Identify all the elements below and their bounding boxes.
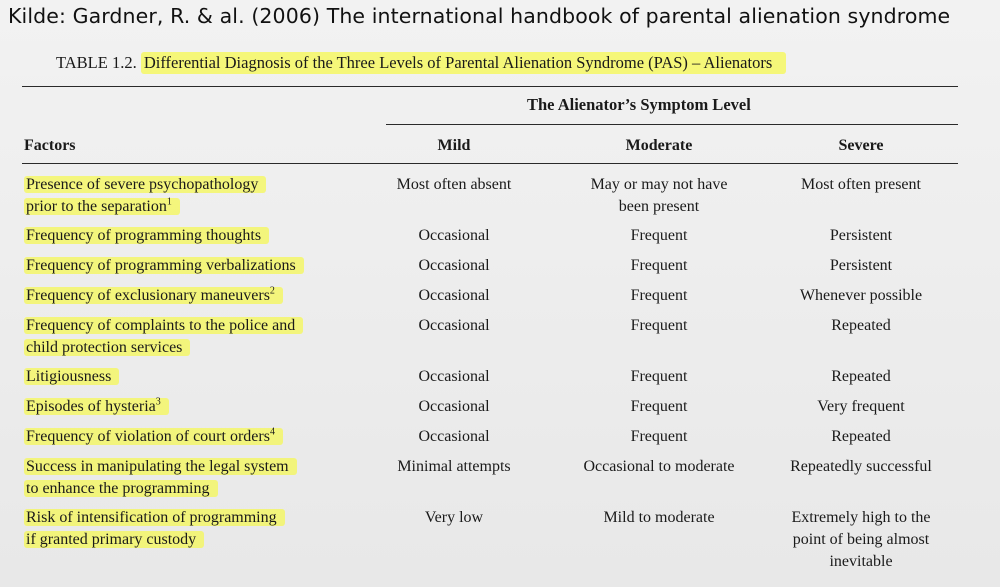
severe-cell: Repeated — [831, 428, 891, 445]
top-rule — [22, 86, 958, 87]
factor-cell — [24, 315, 303, 359]
moderate-cell: Mild to moderate — [603, 509, 715, 526]
factor-text: Frequency of programming thoughts — [24, 227, 269, 244]
table-caption — [56, 53, 786, 73]
factor-text: Frequency of violation of court orders$^4$ — [24, 428, 283, 445]
factor-text: Frequency of complaints to the police and — [24, 317, 303, 334]
moderate-cell: Frequent — [630, 428, 688, 445]
footnote-marker: 4 — [269, 426, 275, 438]
moderate-cell: Frequent — [630, 257, 688, 274]
factor-text: prior to the separation$^1$ — [24, 198, 180, 215]
severe-cell: Extremely high to the point of being almost inevitable — [791, 509, 931, 570]
column-header-moderate: Moderate — [625, 137, 693, 154]
severe-cell: Repeatedly successful — [790, 458, 932, 475]
severe-cell: Very frequent — [817, 398, 905, 415]
factor-text: Risk of intensification of programming — [24, 509, 285, 526]
factor-text: if granted primary custody — [24, 531, 204, 548]
factor-cell — [24, 426, 283, 448]
table-number: TABLE 1.2. — [56, 53, 137, 72]
moderate-cell: Frequent — [630, 287, 688, 304]
group-rule — [386, 124, 958, 125]
mild-cell: Occasional — [418, 227, 490, 244]
header-rule — [22, 163, 958, 164]
factor-text: Presence of severe psychopathology — [24, 176, 266, 193]
severe-cell: Persistent — [829, 227, 893, 244]
severe-cell: Repeated — [831, 368, 891, 385]
factor-text: Episodes of hysteria$^3$ — [24, 398, 169, 415]
factor-text: Frequency of exclusionary maneuvers$^2$ — [24, 287, 283, 304]
factor-cell — [24, 396, 169, 418]
column-header-mild: Mild — [437, 137, 471, 154]
moderate-cell: Occasional to moderate — [583, 458, 735, 475]
factor-text: child protection services — [24, 339, 190, 356]
factor-cell — [24, 366, 119, 388]
factor-cell — [24, 456, 297, 500]
factor-cell — [24, 174, 266, 218]
factor-cell — [24, 285, 283, 307]
source-citation: Kilde: Gardner, R. & al. (2006) The international handbook of parental alienation syndrome — [8, 4, 951, 28]
table-title: Differential Diagnosis of the Three Levels of Parental Alienation Syndrome (PAS) – Alienators — [141, 52, 786, 74]
column-header-factors: Factors — [24, 137, 76, 154]
footnote-marker: 3 — [155, 396, 161, 408]
moderate-cell: Frequent — [630, 317, 688, 334]
factor-text: Litigiousness — [24, 368, 119, 385]
moderate-cell: Frequent — [630, 227, 688, 244]
mild-cell: Occasional — [418, 317, 490, 334]
moderate-cell: May or may not have been present — [590, 176, 728, 215]
factor-cell — [24, 507, 285, 551]
severe-cell: Most often present — [801, 176, 921, 193]
mild-cell: Very low — [424, 509, 484, 526]
moderate-cell: Frequent — [630, 398, 688, 415]
footnote-marker: 1 — [166, 196, 172, 208]
mild-cell: Minimal attempts — [397, 458, 511, 475]
mild-cell: Occasional — [418, 428, 490, 445]
group-header: The Alienator’s Symptom Level — [527, 95, 751, 114]
factor-text: Success in manipulating the legal system — [24, 458, 297, 475]
moderate-cell: Frequent — [630, 368, 688, 385]
mild-cell: Most often absent — [396, 176, 512, 193]
footnote-marker: 2 — [269, 285, 275, 297]
factor-cell — [24, 225, 269, 247]
severe-cell: Whenever possible — [799, 287, 923, 304]
factor-text: Frequency of programming verbalizations — [24, 257, 304, 274]
mild-cell: Occasional — [418, 368, 490, 385]
mild-cell: Occasional — [418, 398, 490, 415]
mild-cell: Occasional — [418, 257, 490, 274]
column-header-severe: Severe — [838, 137, 884, 154]
factor-cell — [24, 255, 304, 277]
factor-text: to enhance the programming — [24, 480, 218, 497]
severe-cell: Persistent — [829, 257, 893, 274]
severe-cell: Repeated — [831, 317, 891, 334]
mild-cell: Occasional — [418, 287, 490, 304]
